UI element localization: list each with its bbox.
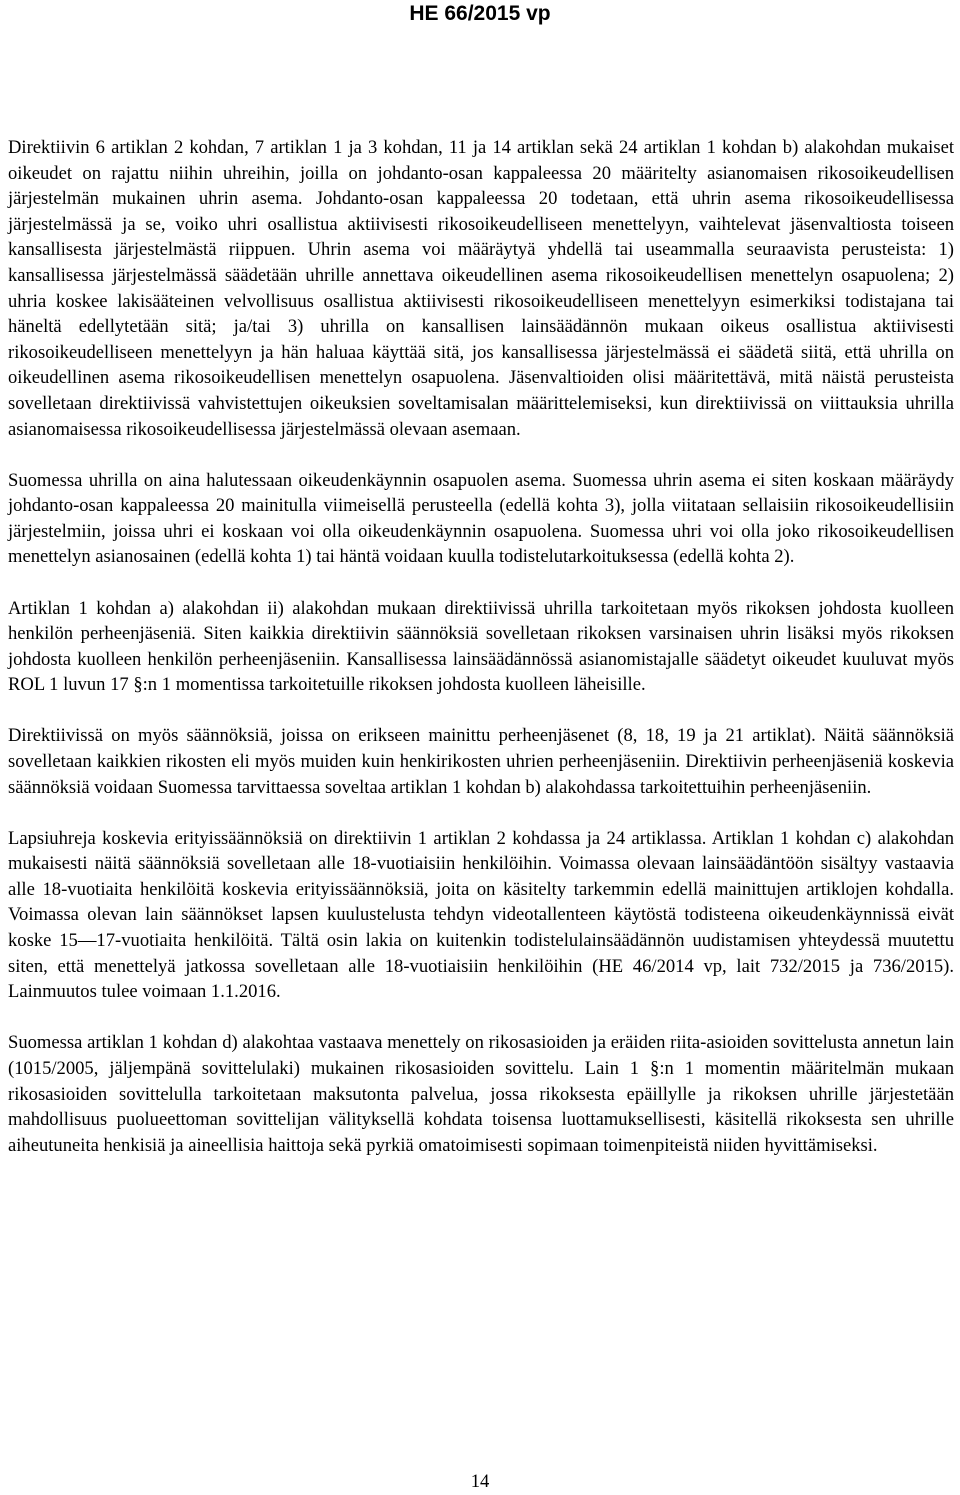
document-body: [8, 135, 954, 1184]
document-header: HE 66/2015 vp: [409, 2, 551, 25]
paragraph-finland-victim-party: Suomessa uhrilla on aina halutessaan oikeudenkäynnin osapuolen asema. Suomessa uhrin asema ei siten koskaan määräydy johdanto-osan kappaleessa 20 mainitulla viimeisellä perusteella (edellä kohta 3), jolla viitataan sellaisiin rikosoikeudellisiin järjestelmiin, joissa uhri ei koskaan voi olla oikeudenkäynnin osapuolena. Suomessa uhri voi olla joko rikosoikeudellisen menettelyn asianosainen (edellä kohta 1) tai häntä voidaan kuulla todistelutarkoituksessa (edellä kohta 2).: [8, 469, 954, 568]
page-number: 14: [470, 1471, 490, 1492]
paragraph-family-provisions: Direktiivissä on myös säännöksiä, joissa on erikseen mainittu perheenjäsenet (8, 18, 19 ja 21 artiklat). Näitä säännöksiä sovelletaan kaikkien rikosten eli myös muiden kuin henkirikosten uhrien perheenjäseniin. Direktiivin perheenjäseniä koskevia säännöksiä voidaan Suomessa tarvittaessa soveltaa artiklan 1 kohdan b) alakohdassa tarkoitettuihin perheenjäseniin.: [8, 725, 954, 798]
paragraph-mediation: Suomessa artiklan 1 kohdan d) alakohtaa vastaava menettely on rikosasioiden ja eräiden riita-asioiden sovittelusta annetun lain (1015/2005, jäljempänä sovittelulaki) mukainen rikosasioiden sovittelu. Lain 1 §:n 1 momentin määritelmän mukaan rikosasioiden sovittelulla tarkoitetaan maksutonta palvelua, jossa rikoksesta epäillylle ja rikoksen uhrille järjestetään mahdollisuus puolueettoman sovittelijan välityksellä kohdata toisensa luottamuksellisesti, käsitellä rikoksesta sen uhrille aiheutuneita henkisiä ja aineellisia haittoja sekä pyrkiä omatoimisesti sopimaan toimenpiteistä niiden hyvittämiseksi.: [8, 1032, 954, 1156]
paragraph-family-members: Artiklan 1 kohdan a) alakohdan ii) alakohdan mukaan direktiivissä uhrilla tarkoitetaan myös rikoksen johdosta kuolleen henkilön perheenjäseniä. Siten kaikkia direktiivin säännöksiä sovelletaan rikoksen varsinaisen uhrin lisäksi myös rikoksen johdosta kuolleen henkilön perheenjäseniin. Kansallisessa lainsäädännössä asianomistajalle säädetyt oikeudet kuuluvat myös ROL 1 luvun 17 §:n 1 momentissa tarkoitetuille rikoksen johdosta kuolleen läheisille.: [8, 597, 954, 696]
paragraph-child-victims: Lapsiuhreja koskevia erityissäännöksiä on direktiivin 1 artiklan 2 kohdassa ja 24 artiklassa. Artiklan 1 kohdan c) alakohdan mukaisesti näitä säännöksiä sovelletaan alle 18-vuotiaisiin henkilöihin. Voimassa olevaan lainsäädäntöön sisältyy vastaavia alle 18-vuotiaita henkilöitä koskevia erityissäännöksiä, joita on käsitelty tarkemmin edellä mainittujen artiklojen kohdalla. Voimassa olevan lain säännökset lapsen kuulustelusta tehdyn videotallenteen käytöstä todisteena oikeudenkäynnissä eivät koske 15—17-vuotiaita henkilöitä. Tältä osin lakia on kuitenkin todistelulainsäädännön uudistamisen yhteydessä muutettu siten, että menettelyä jatkossa sovelletaan alle 18-vuotiaisiin henkilöihin (HE 46/2014 vp, lait 732/2015 ja 736/2015). Lainmuutos tulee voimaan 1.1.2016.: [8, 827, 954, 1003]
paragraph-victim-status: Direktiivin 6 artiklan 2 kohdan, 7 artiklan 1 ja 3 kohdan, 11 ja 14 artiklan sekä 24 artiklan 1 kohdan b) alakohdan mukaiset oikeudet on rajattu niihin uhreihin, joilla on johdanto-osan kappaleessa 20 määritelty asianomaisen rikosoikeudellisen järjestelmän mukainen uhrin asema. Johdanto-osan kappaleessa 20 todetaan, että uhrin asema rikosoikeudellisessa järjestelmässä ja se, voiko uhri osallistua aktiivisesti rikosoikeudelliseen menettelyyn, vaihtelevat jäsenvaltiosta toiseen kansallisesta järjestelmästä riippuen. Uhrin asema voi määräytyä yhdellä tai useammalla seuraavista perusteista: 1) kansallisessa järjestelmässä säädetään uhrille annettava oikeudellinen asema rikosoikeudellisen menettelyn osapuolena; 2) uhria koskee lakisääteinen velvollisuus osallistua aktiivisesti rikosoikeudelliseen menettelyyn esimerkiksi todistajana tai häneltä edellytetään sitä; ja/tai 3) uhrilla on kansallisen lainsäädännön mukaan oikeus osallistua aktiivisesti rikosoikeudelliseen menettelyyn ja hän haluaa käyttää sitä, jos kansallisessa järjestelmässä ei säädetä siitä, että uhrilla on oikeudellinen asema rikosoikeudellisen menettelyn osapuolena. Jäsenvaltioiden olisi määritettävä, mitä näistä perusteista sovelletaan direktiivissä vahvistettujen oikeuksien soveltamisalan määrittelemiseksi, kun direktiivissä on viittauksia uhrilla asianomaisessa rikosoikeudellisessa järjestelmässä olevaan asemaan.: [8, 137, 954, 440]
